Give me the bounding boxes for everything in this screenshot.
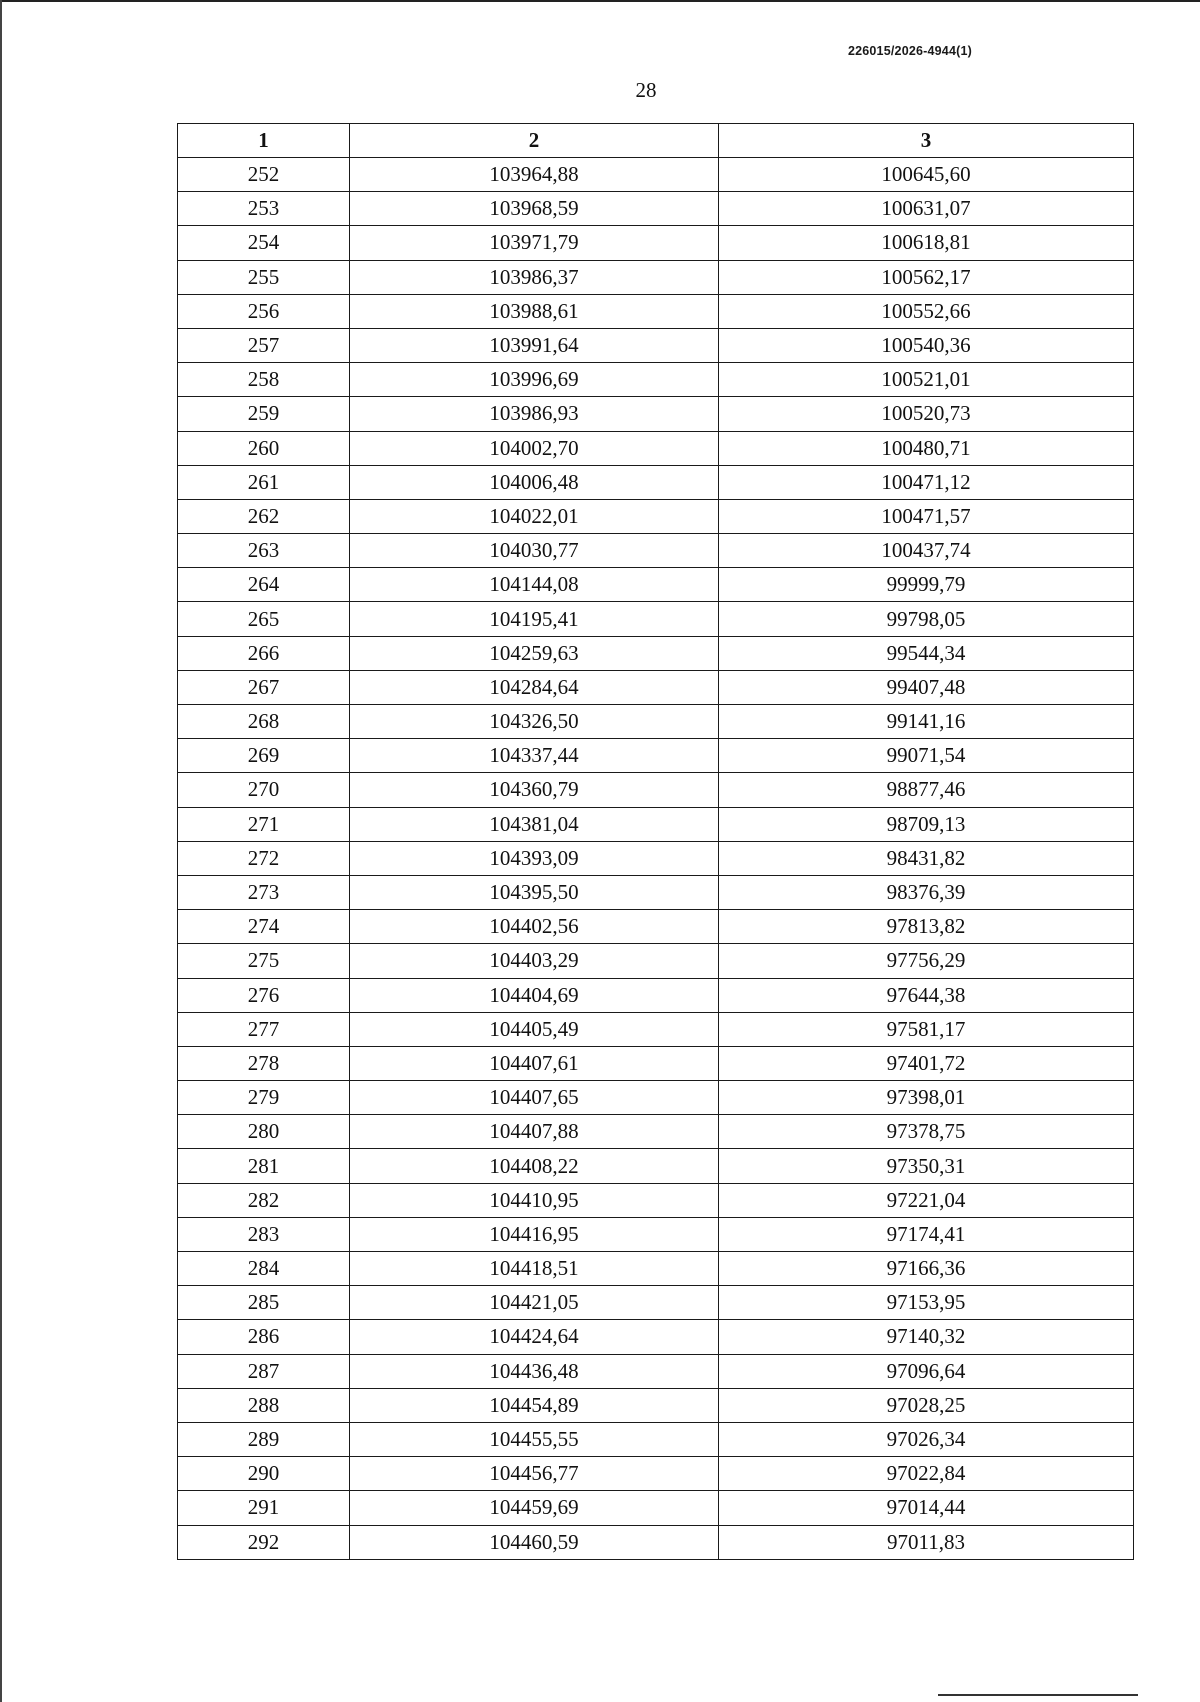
point-number-cell: 256 — [178, 294, 350, 328]
table-body — [178, 158, 1134, 1560]
coordinate-y-cell: 97174,41 — [719, 1217, 1134, 1251]
point-number-cell: 270 — [178, 773, 350, 807]
scan-edge-left — [0, 0, 2, 1702]
coordinate-y-cell: 97581,17 — [719, 1012, 1134, 1046]
table-row — [178, 910, 1134, 944]
point-number-cell: 285 — [178, 1286, 350, 1320]
coordinate-y-cell: 99999,79 — [719, 568, 1134, 602]
table-row — [178, 1457, 1134, 1491]
coordinates-table — [177, 123, 1134, 1560]
point-number-cell: 280 — [178, 1115, 350, 1149]
table-row — [178, 1081, 1134, 1115]
coordinate-x-cell: 104404,69 — [350, 978, 719, 1012]
point-number-cell: 282 — [178, 1183, 350, 1217]
coordinate-y-cell: 97378,75 — [719, 1115, 1134, 1149]
coordinate-x-cell: 104407,61 — [350, 1046, 719, 1080]
coordinate-x-cell: 103968,59 — [350, 192, 719, 226]
point-number-cell: 278 — [178, 1046, 350, 1080]
table-row — [178, 534, 1134, 568]
coordinate-y-cell: 97028,25 — [719, 1388, 1134, 1422]
column-header-3: 3 — [719, 124, 1134, 158]
point-number-cell: 277 — [178, 1012, 350, 1046]
table-row — [178, 192, 1134, 226]
coordinate-x-cell: 104408,22 — [350, 1149, 719, 1183]
table-row — [178, 773, 1134, 807]
point-number-cell: 283 — [178, 1217, 350, 1251]
coordinate-x-cell: 104410,95 — [350, 1183, 719, 1217]
coordinate-x-cell: 104022,01 — [350, 499, 719, 533]
coordinate-y-cell: 100471,12 — [719, 465, 1134, 499]
table-row — [178, 465, 1134, 499]
coordinate-x-cell: 103986,93 — [350, 397, 719, 431]
coordinate-x-cell: 104381,04 — [350, 807, 719, 841]
coordinate-y-cell: 97022,84 — [719, 1457, 1134, 1491]
coordinate-x-cell: 103971,79 — [350, 226, 719, 260]
coordinate-x-cell: 104405,49 — [350, 1012, 719, 1046]
coordinate-x-cell: 104393,09 — [350, 841, 719, 875]
coordinate-y-cell: 97014,44 — [719, 1491, 1134, 1525]
coordinate-y-cell: 100521,01 — [719, 363, 1134, 397]
coordinate-x-cell: 104195,41 — [350, 602, 719, 636]
table-row — [178, 1388, 1134, 1422]
coordinate-y-cell: 99798,05 — [719, 602, 1134, 636]
table-row — [178, 841, 1134, 875]
table-row — [178, 978, 1134, 1012]
coordinate-x-cell: 104455,55 — [350, 1422, 719, 1456]
table-row — [178, 568, 1134, 602]
point-number-cell: 292 — [178, 1525, 350, 1559]
coordinate-y-cell: 98376,39 — [719, 875, 1134, 909]
coordinate-x-cell: 104403,29 — [350, 944, 719, 978]
table-row — [178, 1149, 1134, 1183]
coordinate-x-cell: 104460,59 — [350, 1525, 719, 1559]
point-number-cell: 255 — [178, 260, 350, 294]
table-row — [178, 158, 1134, 192]
point-number-cell: 253 — [178, 192, 350, 226]
coordinates-table-container — [177, 123, 1133, 1560]
point-number-cell: 274 — [178, 910, 350, 944]
coordinate-y-cell: 97166,36 — [719, 1252, 1134, 1286]
coordinate-x-cell: 104454,89 — [350, 1388, 719, 1422]
point-number-cell: 266 — [178, 636, 350, 670]
coordinate-y-cell: 100480,71 — [719, 431, 1134, 465]
coordinate-y-cell: 98709,13 — [719, 807, 1134, 841]
table-row — [178, 328, 1134, 362]
point-number-cell: 269 — [178, 739, 350, 773]
table-row — [178, 1115, 1134, 1149]
point-number-cell: 257 — [178, 328, 350, 362]
point-number-cell: 287 — [178, 1354, 350, 1388]
coordinate-y-cell: 97221,04 — [719, 1183, 1134, 1217]
coordinate-x-cell: 104284,64 — [350, 670, 719, 704]
point-number-cell: 259 — [178, 397, 350, 431]
coordinate-x-cell: 104421,05 — [350, 1286, 719, 1320]
table-row — [178, 875, 1134, 909]
coordinate-y-cell: 98431,82 — [719, 841, 1134, 875]
coordinate-y-cell: 100645,60 — [719, 158, 1134, 192]
coordinate-y-cell: 98877,46 — [719, 773, 1134, 807]
coordinate-x-cell: 103991,64 — [350, 328, 719, 362]
point-number-cell: 286 — [178, 1320, 350, 1354]
table-row — [178, 636, 1134, 670]
coordinate-x-cell: 103964,88 — [350, 158, 719, 192]
point-number-cell: 279 — [178, 1081, 350, 1115]
coordinate-x-cell: 104030,77 — [350, 534, 719, 568]
coordinate-x-cell: 104424,64 — [350, 1320, 719, 1354]
table-row — [178, 1252, 1134, 1286]
coordinate-y-cell: 100631,07 — [719, 192, 1134, 226]
page-number: 28 — [635, 78, 657, 102]
column-header-1: 1 — [178, 124, 350, 158]
coordinate-x-cell: 104002,70 — [350, 431, 719, 465]
table-row — [178, 1217, 1134, 1251]
table-row — [178, 431, 1134, 465]
coordinate-x-cell: 104337,44 — [350, 739, 719, 773]
point-number-cell: 252 — [178, 158, 350, 192]
point-number-cell: 265 — [178, 602, 350, 636]
column-header-2: 2 — [350, 124, 719, 158]
table-row — [178, 670, 1134, 704]
coordinate-x-cell: 104456,77 — [350, 1457, 719, 1491]
point-number-cell: 276 — [178, 978, 350, 1012]
point-number-cell: 290 — [178, 1457, 350, 1491]
coordinate-y-cell: 97153,95 — [719, 1286, 1134, 1320]
point-number-cell: 260 — [178, 431, 350, 465]
table-row — [178, 397, 1134, 431]
table-row — [178, 1491, 1134, 1525]
table-header — [178, 124, 1134, 158]
point-number-cell: 268 — [178, 705, 350, 739]
coordinate-y-cell: 99544,34 — [719, 636, 1134, 670]
point-number-cell: 271 — [178, 807, 350, 841]
coordinate-y-cell: 97401,72 — [719, 1046, 1134, 1080]
coordinate-x-cell: 104395,50 — [350, 875, 719, 909]
coordinate-x-cell: 104259,63 — [350, 636, 719, 670]
coordinate-x-cell: 104402,56 — [350, 910, 719, 944]
table-row — [178, 1354, 1134, 1388]
coordinate-x-cell: 104436,48 — [350, 1354, 719, 1388]
coordinate-y-cell: 100562,17 — [719, 260, 1134, 294]
point-number-cell: 275 — [178, 944, 350, 978]
coordinate-x-cell: 104407,88 — [350, 1115, 719, 1149]
point-number-cell: 288 — [178, 1388, 350, 1422]
scan-edge-top — [0, 0, 1200, 2]
coordinate-y-cell: 100520,73 — [719, 397, 1134, 431]
point-number-cell: 267 — [178, 670, 350, 704]
coordinate-x-cell: 103986,37 — [350, 260, 719, 294]
coordinate-y-cell: 97140,32 — [719, 1320, 1134, 1354]
table-row — [178, 294, 1134, 328]
coordinate-x-cell: 104360,79 — [350, 773, 719, 807]
table-row — [178, 739, 1134, 773]
coordinate-x-cell: 103996,69 — [350, 363, 719, 397]
coordinate-y-cell: 100471,57 — [719, 499, 1134, 533]
table-row — [178, 602, 1134, 636]
table-row — [178, 705, 1134, 739]
point-number-cell: 284 — [178, 1252, 350, 1286]
point-number-cell: 289 — [178, 1422, 350, 1456]
coordinate-x-cell: 104416,95 — [350, 1217, 719, 1251]
coordinate-y-cell: 97398,01 — [719, 1081, 1134, 1115]
table-row — [178, 499, 1134, 533]
table-row — [178, 1525, 1134, 1559]
table-row — [178, 363, 1134, 397]
point-number-cell: 258 — [178, 363, 350, 397]
table-row — [178, 1183, 1134, 1217]
coordinate-x-cell: 104006,48 — [350, 465, 719, 499]
coordinate-y-cell: 99407,48 — [719, 670, 1134, 704]
coordinate-y-cell: 97813,82 — [719, 910, 1134, 944]
point-number-cell: 263 — [178, 534, 350, 568]
coordinate-y-cell: 97096,64 — [719, 1354, 1134, 1388]
table-row — [178, 226, 1134, 260]
coordinate-y-cell: 97026,34 — [719, 1422, 1134, 1456]
coordinate-y-cell: 97350,31 — [719, 1149, 1134, 1183]
point-number-cell: 273 — [178, 875, 350, 909]
point-number-cell: 291 — [178, 1491, 350, 1525]
coordinate-x-cell: 104459,69 — [350, 1491, 719, 1525]
point-number-cell: 264 — [178, 568, 350, 602]
table-row — [178, 1286, 1134, 1320]
scan-footer-line — [938, 1694, 1138, 1696]
point-number-cell: 261 — [178, 465, 350, 499]
coordinate-y-cell: 100540,36 — [719, 328, 1134, 362]
coordinate-y-cell: 97756,29 — [719, 944, 1134, 978]
point-number-cell: 254 — [178, 226, 350, 260]
coordinate-x-cell: 104418,51 — [350, 1252, 719, 1286]
table-row — [178, 1046, 1134, 1080]
table-row — [178, 1422, 1134, 1456]
table-row — [178, 1012, 1134, 1046]
coordinate-x-cell: 104326,50 — [350, 705, 719, 739]
coordinate-y-cell: 99071,54 — [719, 739, 1134, 773]
point-number-cell: 281 — [178, 1149, 350, 1183]
table-row — [178, 1320, 1134, 1354]
coordinate-x-cell: 104144,08 — [350, 568, 719, 602]
coordinate-y-cell: 97011,83 — [719, 1525, 1134, 1559]
document-id: 226015/2026-4944(1) — [847, 44, 972, 58]
table-header-row — [178, 124, 1134, 158]
table-row — [178, 807, 1134, 841]
coordinate-y-cell: 100437,74 — [719, 534, 1134, 568]
coordinate-x-cell: 103988,61 — [350, 294, 719, 328]
table-row — [178, 944, 1134, 978]
coordinate-y-cell: 100552,66 — [719, 294, 1134, 328]
table-row — [178, 260, 1134, 294]
coordinate-y-cell: 97644,38 — [719, 978, 1134, 1012]
coordinate-x-cell: 104407,65 — [350, 1081, 719, 1115]
coordinate-y-cell: 99141,16 — [719, 705, 1134, 739]
point-number-cell: 262 — [178, 499, 350, 533]
point-number-cell: 272 — [178, 841, 350, 875]
coordinate-y-cell: 100618,81 — [719, 226, 1134, 260]
